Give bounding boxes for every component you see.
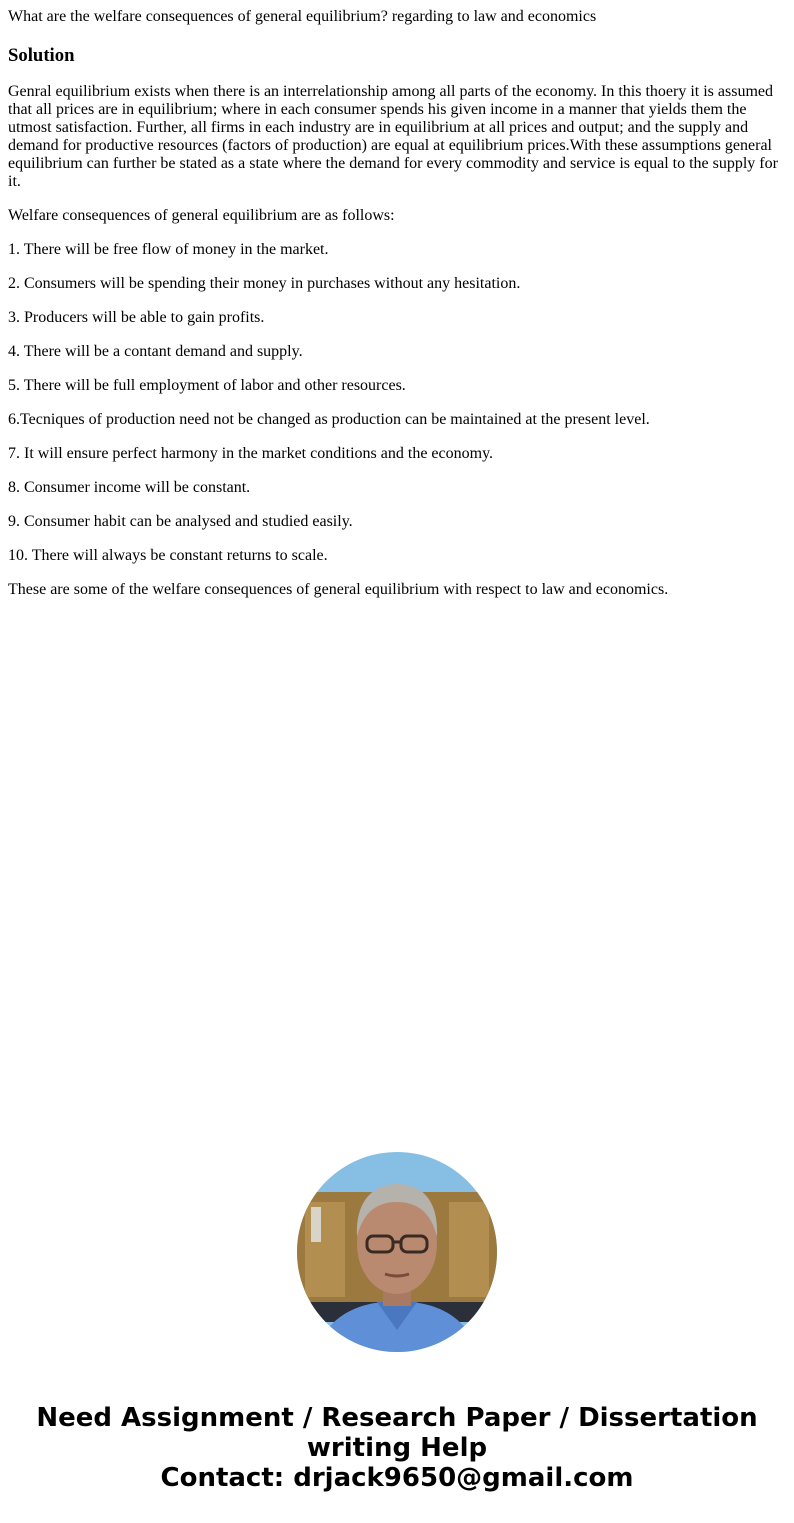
article [8, 8, 786, 599]
list-item: 8. Consumer income will be constant. [8, 479, 251, 496]
list-item: 3. Producers will be able to gain profits. [8, 309, 265, 326]
footer-line-1: Need Assignment / Research Paper / Dissertation [36, 1403, 758, 1433]
list-item: 1. There will be free flow of money in the market. [8, 241, 329, 258]
footer-banner [0, 1403, 794, 1493]
list-item: 5. There will be full employment of labor and other resources. [8, 377, 406, 394]
list-item: 4. There will be a contant demand and supply. [8, 343, 303, 360]
list-item: 6.Tecniques of production need not be changed as production can be maintained at the present level. [8, 411, 650, 428]
list-item: 7. It will ensure perfect harmony in the market conditions and the economy. [8, 445, 494, 462]
footer-contact: Contact: drjack9650@gmail.com [160, 1463, 634, 1493]
intro-paragraph: Genral equilibrium exists when there is an interrelationship among all parts of the economy. In this thoery it is assumed that all prices are in equilibrium; where in each consumer spends his given income in a manner that yields them the utmost satisfaction. Further, all firms in each industry are in equilibrium at all prices and output; and the supply and demand for productive resources (factors of production) are equal at equilibrium prices.With these assumptions general equilibrium can further be stated as a state where the demand for every commodity and service is equal to the supply for it. [8, 83, 778, 190]
list-item: 10. There will always be constant returns to scale. [8, 547, 328, 564]
list-item: 2. Consumers will be spending their money in purchases without any hesitation. [8, 275, 521, 292]
footer-line-2: writing Help [306, 1433, 488, 1463]
question-text: What are the welfare consequences of general equilibrium? regarding to law and economics [8, 8, 597, 25]
list-item: 9. Consumer habit can be analysed and studied easily. [8, 513, 353, 530]
avatar-photo [297, 1152, 497, 1352]
avatar [297, 1152, 497, 1352]
conclusion-paragraph: These are some of the welfare consequences of general equilibrium with respect to law and economics. [8, 581, 669, 598]
solution-heading: Solution [8, 45, 75, 66]
list-intro: Welfare consequences of general equilibrium are as follows: [8, 207, 395, 224]
